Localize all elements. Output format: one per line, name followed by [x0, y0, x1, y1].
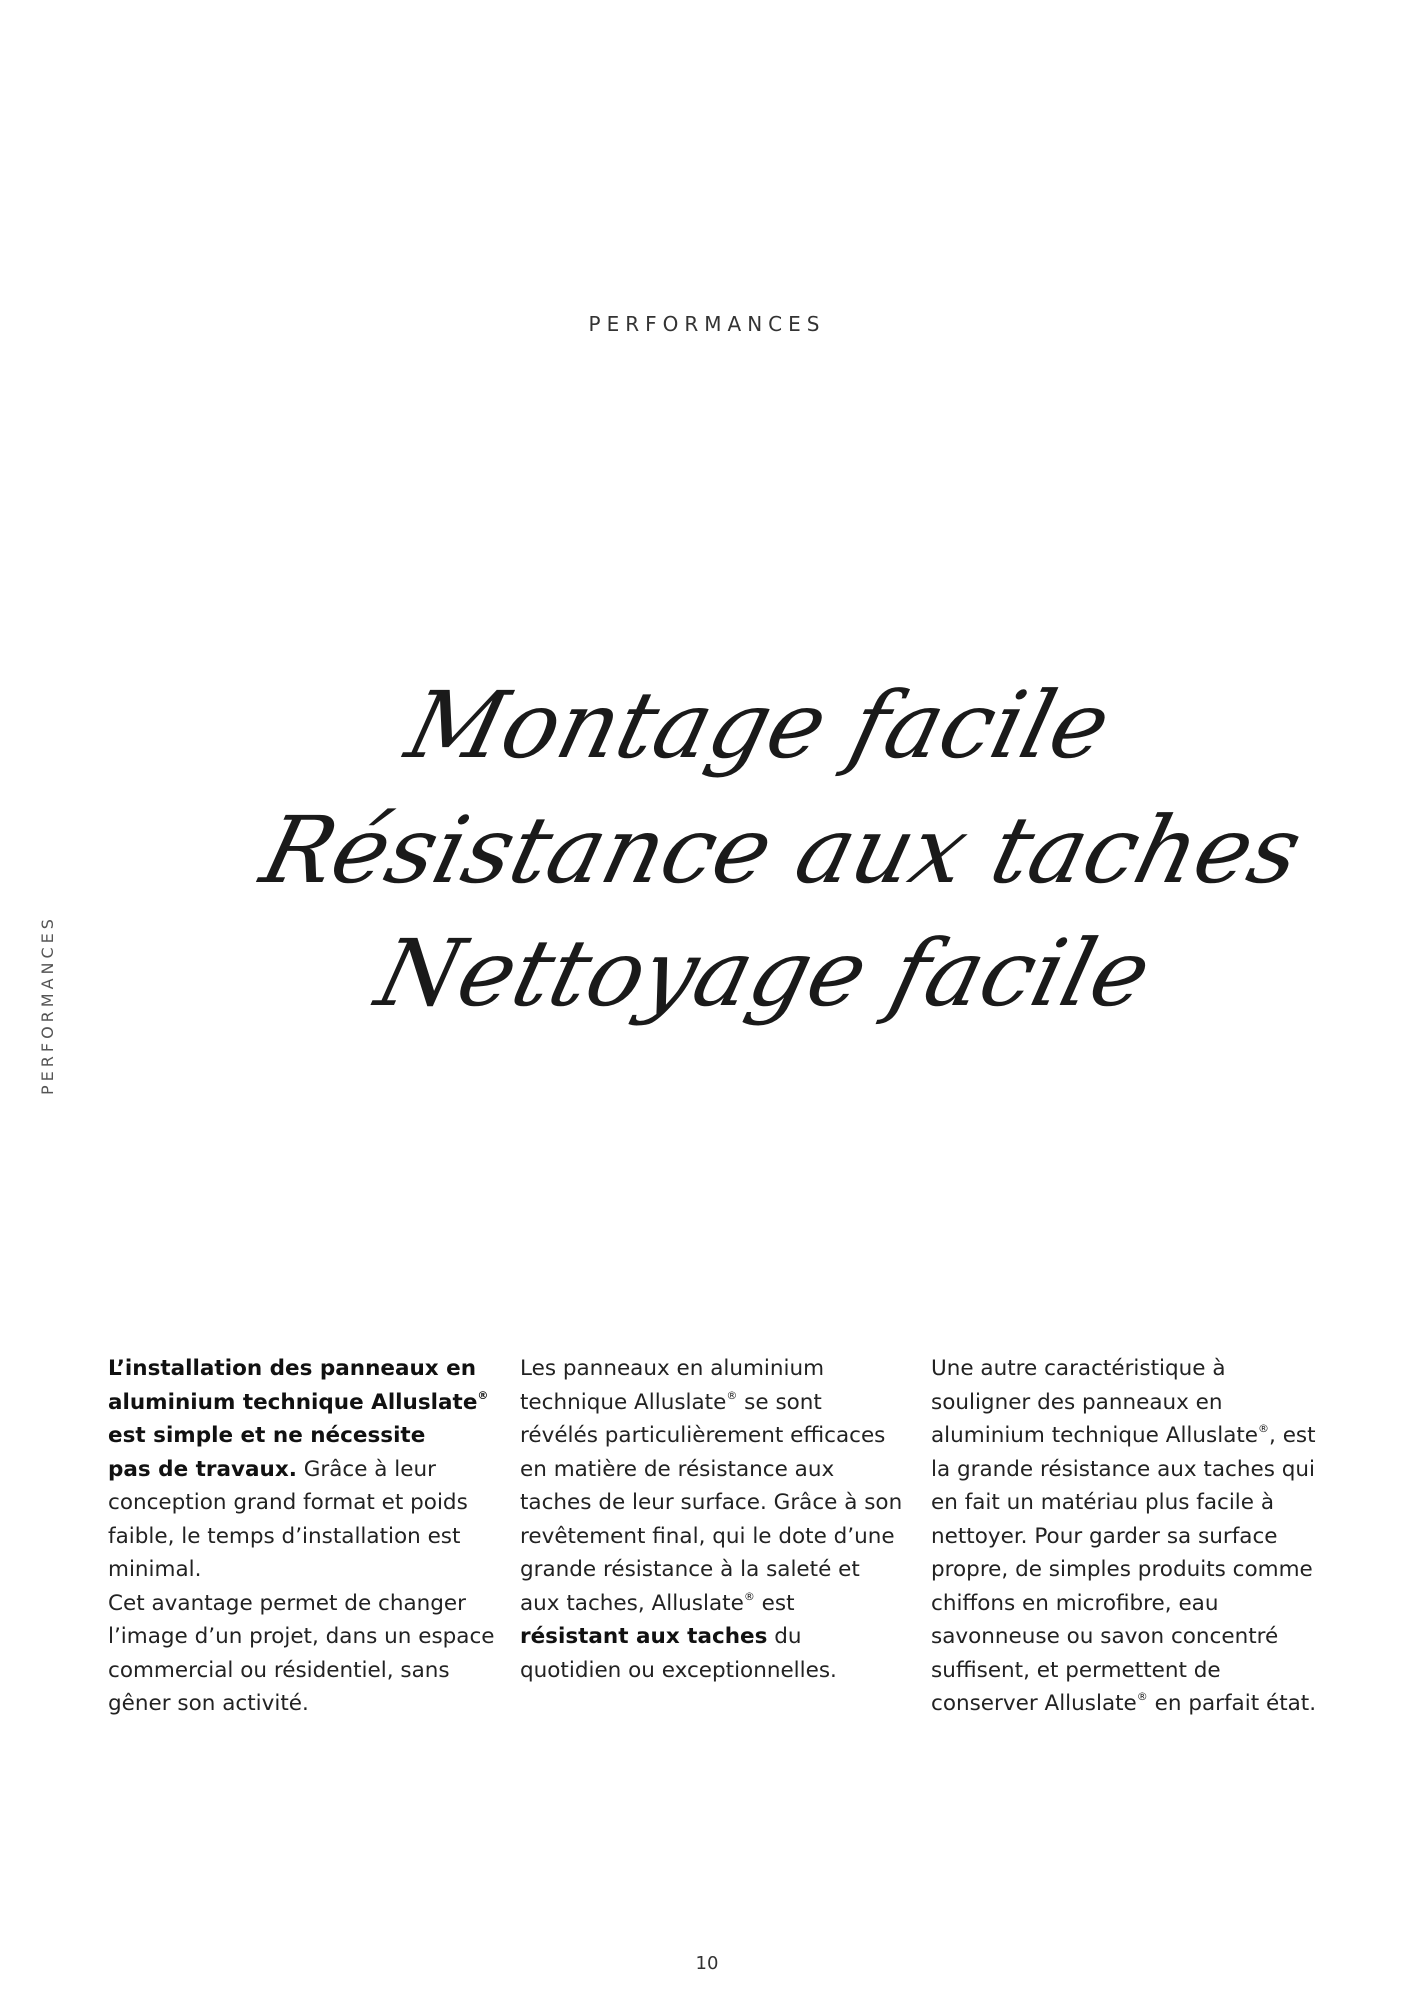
registered-mark: ® — [726, 1388, 738, 1402]
headline-line-montage: Montage facile — [396, 672, 1121, 779]
text-column-installation — [108, 1352, 498, 1721]
bold-intro-line2-text: aluminium technique Alluslate — [108, 1389, 478, 1415]
bold-intro-line1: L’installation des panneaux en — [108, 1356, 477, 1381]
installation-text: Grâce à leur conception grand format et poids faible, le temps d’installation est minimal. — [108, 1456, 468, 1582]
paragraph-advantage: Cet avantage permet de changer l’image d’un projet, dans un espace commercial ou résidentiel, sans gêner son activité. — [108, 1590, 495, 1716]
text-a: Les panneaux en aluminium technique Alluslate — [520, 1356, 825, 1415]
text-d: du quotidien ou exceptionnelles. — [520, 1624, 837, 1683]
registered-mark: ® — [1258, 1422, 1270, 1435]
headline-line-nettoyage: Nettoyage facile — [366, 920, 1161, 1027]
text-c: en parfait état. — [1147, 1691, 1317, 1716]
registered-mark: ® — [477, 1388, 489, 1402]
bold-intro-line2 — [108, 1390, 488, 1415]
registered-mark: ® — [743, 1589, 755, 1603]
script-headline — [0, 660, 1414, 1080]
text-column-cleaning — [931, 1352, 1321, 1721]
paragraph-stain-resistance — [520, 1352, 905, 1687]
section-label-top: PERFORMANCES — [588, 312, 826, 336]
bold-stain-resistant: résistant aux taches — [520, 1624, 768, 1649]
headline-line-resistance: Résistance aux taches — [251, 797, 1312, 904]
text-b: se sont révélés particulièrement efficaces en matière de résistance aux taches de leur surface. Grâce à son revêtement final, qui le dote d’une grande résistance à la saleté et aux taches, Alluslate — [520, 1389, 903, 1616]
bold-intro-line4: pas de travaux. — [108, 1456, 297, 1482]
registered-mark: ® — [1136, 1690, 1148, 1703]
text-a: Une autre caractéristique à souligner des panneaux en aluminium technique Alluslate — [931, 1356, 1259, 1448]
text-b: , est la grande résistance aux taches qui en fait un matériau plus facile à nettoyer. Pour garder sa surface propre, de simples produits comme chiffons en microfibre, eau savonneuse ou savon concentré suffisent, et permettent de conserver Alluslate — [931, 1423, 1316, 1716]
text-column-stain-resistance — [520, 1352, 905, 1687]
text-c: est — [754, 1590, 795, 1616]
section-label-side: PERFORMANCES — [38, 915, 57, 1095]
paragraph-cleaning — [931, 1352, 1321, 1721]
paragraph-installation — [108, 1352, 498, 1587]
page-number: 10 — [695, 1953, 719, 1974]
bold-intro-line3: est simple et ne nécessite — [108, 1423, 426, 1448]
